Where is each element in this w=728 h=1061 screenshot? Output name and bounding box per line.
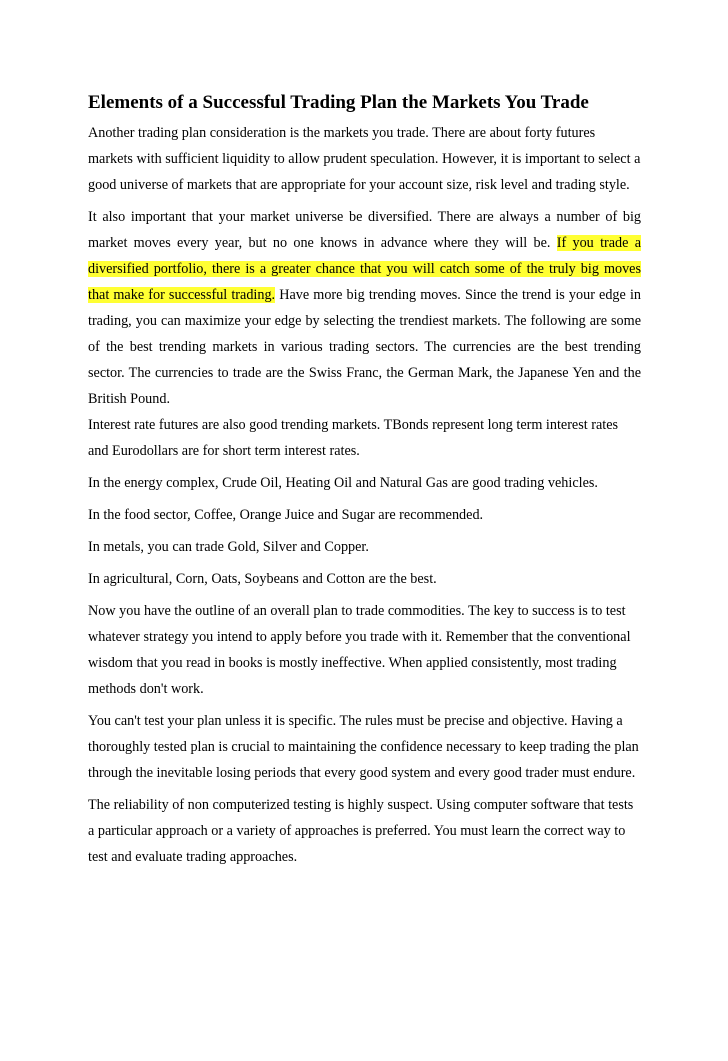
- paragraph-metals: In metals, you can trade Gold, Silver and Copper.: [88, 539, 369, 555]
- document-title: Elements of a Successful Trading Plan the Markets You Trade: [88, 92, 589, 113]
- paragraph-text: It also important that your market universe be diversified. There are always a number of big market moves every year, but no one knows in advance where they will be.: [88, 209, 641, 251]
- paragraph-energy: In the energy complex, Crude Oil, Heating Oil and Natural Gas are good trading vehicles.: [88, 475, 598, 491]
- paragraph-software: The reliability of non computerized testing is highly suspect. Using computer software that tests a particular approach or a variety of approaches is preferred. You must learn the correct way to test and evaluate trading approaches.: [88, 797, 634, 865]
- highlighted-text: If you trade a diversified portfolio, there is a greater chance that you will catch some of the truly big moves that make for successful trading.: [88, 235, 641, 303]
- paragraph-interest-rates: Interest rate futures are also good trending markets. TBonds represent long term interest rates and Eurodollars are for short term interest rates.: [88, 417, 619, 459]
- paragraph-outline: Now you have the outline of an overall plan to trade commodities. The key to success is to test whatever strategy you intend to apply before you trade with it. Remember that the conventional wisdom that you read in books is mostly ineffective. When applied consistently, most trading methods don't work.: [88, 603, 631, 697]
- paragraph-food: In the food sector, Coffee, Orange Juice and Sugar are recommended.: [88, 507, 484, 523]
- paragraph-markets-consideration: Another trading plan consideration is the markets you trade. There are about forty futures markets with sufficient liquidity to allow prudent speculation. However, it is important to select a good universe of markets that are appropriate for your account size, risk level and trading style.: [88, 125, 641, 193]
- paragraph-diversification: [88, 204, 641, 412]
- document-page: [88, 90, 641, 876]
- paragraph-text: Have more big trending moves. Since the trend is your edge in trading, you can maximize your edge by selecting the trendiest markets. The following are some of the best trending markets in various trading sectors. The currencies are the best trending sector. The currencies to trade are the Swiss Franc, the German Mark, the Japanese Yen and the British Pound.: [88, 287, 641, 407]
- paragraph-agricultural: In agricultural, Corn, Oats, Soybeans and Cotton are the best.: [88, 571, 437, 587]
- paragraph-testing: You can't test your plan unless it is specific. The rules must be precise and objective. Having a thoroughly tested plan is crucial to maintaining the confidence necessary to keep trading the plan through the inevitable losing periods that every good system and every good trader must endure.: [88, 713, 639, 781]
